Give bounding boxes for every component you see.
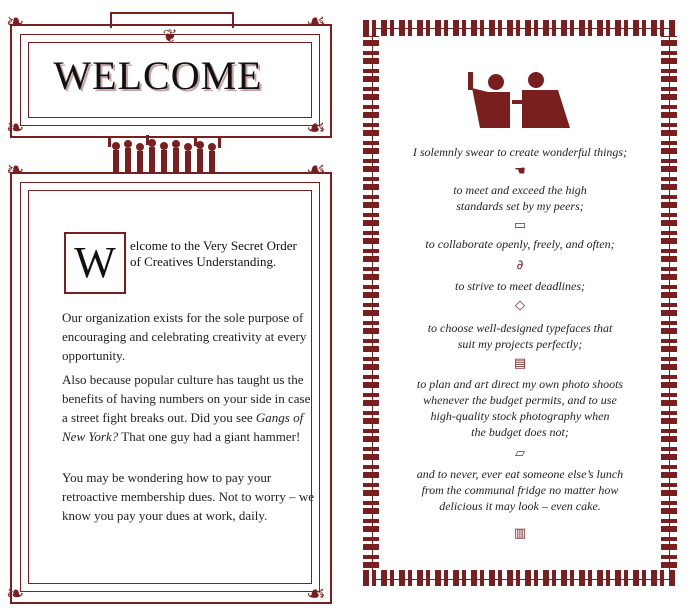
oath-line-2b: standards set by my peers;: [456, 199, 584, 213]
cake-icon: ▥: [513, 526, 527, 541]
oath-line-7c: delicious it may look – even cake.: [439, 499, 601, 513]
intro-heading: elcome to the Very Secret Order of Creatives Understanding.: [130, 238, 297, 269]
dropcap-letter: W: [74, 238, 116, 287]
corner-flourish-icon: ❧: [6, 10, 25, 35]
oath-line-3: to collaborate openly, freely, and often;: [425, 237, 615, 251]
corner-flourish-icon: ❧: [6, 116, 25, 141]
ticket-icon: ▱: [515, 446, 525, 461]
oath-line-7a: and to never, ever eat someone else’s lunch: [416, 467, 624, 481]
paragraph-dues: You may be wondering how to pay your retroactive membership dues. Not to worry – we know you pay your dues at work, daily.: [62, 470, 314, 523]
film-strip-icon: ▤: [513, 356, 527, 371]
floral-ornament-icon: ❦: [162, 26, 178, 47]
oath-line-2a: to meet and exceed the high: [453, 183, 587, 197]
dropcap-box: [64, 232, 126, 294]
oath-line-6d: the budget does not;: [471, 425, 569, 439]
oath-line-5b: suit my projects perfectly;: [457, 337, 583, 351]
oath-line-6c: high-quality stock photography when: [430, 409, 610, 423]
paragraph-purpose: Our organization exists for the sole purpose of encouraging and celebrating creativity at every opportunity.: [62, 310, 307, 363]
welcome-title: WELCOME: [53, 53, 263, 98]
tape-measure-icon: ▭: [513, 218, 527, 233]
oath-line-4: to strive to meet deadlines;: [455, 279, 585, 293]
oath-illustration-icon: [466, 66, 574, 128]
corner-flourish-icon: ☙: [306, 582, 326, 607]
tag-icon: ◇: [515, 298, 525, 313]
paragraph-popular-culture: Also because popular culture has taught us the benefits of having numbers on your side in case a street fight breaks out. Did you see Gangs of New York? That one guy had a giant hammer!: [62, 372, 311, 444]
oath-line-5a: to choose well-designed typefaces that: [427, 321, 613, 335]
oath-line-6a: to plan and art direct my own photo shoots: [416, 377, 624, 391]
corner-flourish-icon: ☙: [306, 10, 326, 35]
corner-flourish-icon: ☙: [306, 158, 326, 183]
corner-flourish-icon: ❧: [6, 158, 25, 183]
handshake-icon: ☚: [514, 164, 526, 179]
corner-flourish-icon: ❧: [6, 582, 25, 607]
ear-icon: ∂: [516, 258, 524, 273]
oath-line-6b: whenever the budget permits, and to use: [423, 393, 617, 407]
oath-line-1: I solemnly swear to create wonderful things;: [412, 145, 628, 159]
oath-line-7b: from the communal fridge no matter how: [421, 483, 619, 497]
corner-flourish-icon: ☙: [306, 116, 326, 141]
